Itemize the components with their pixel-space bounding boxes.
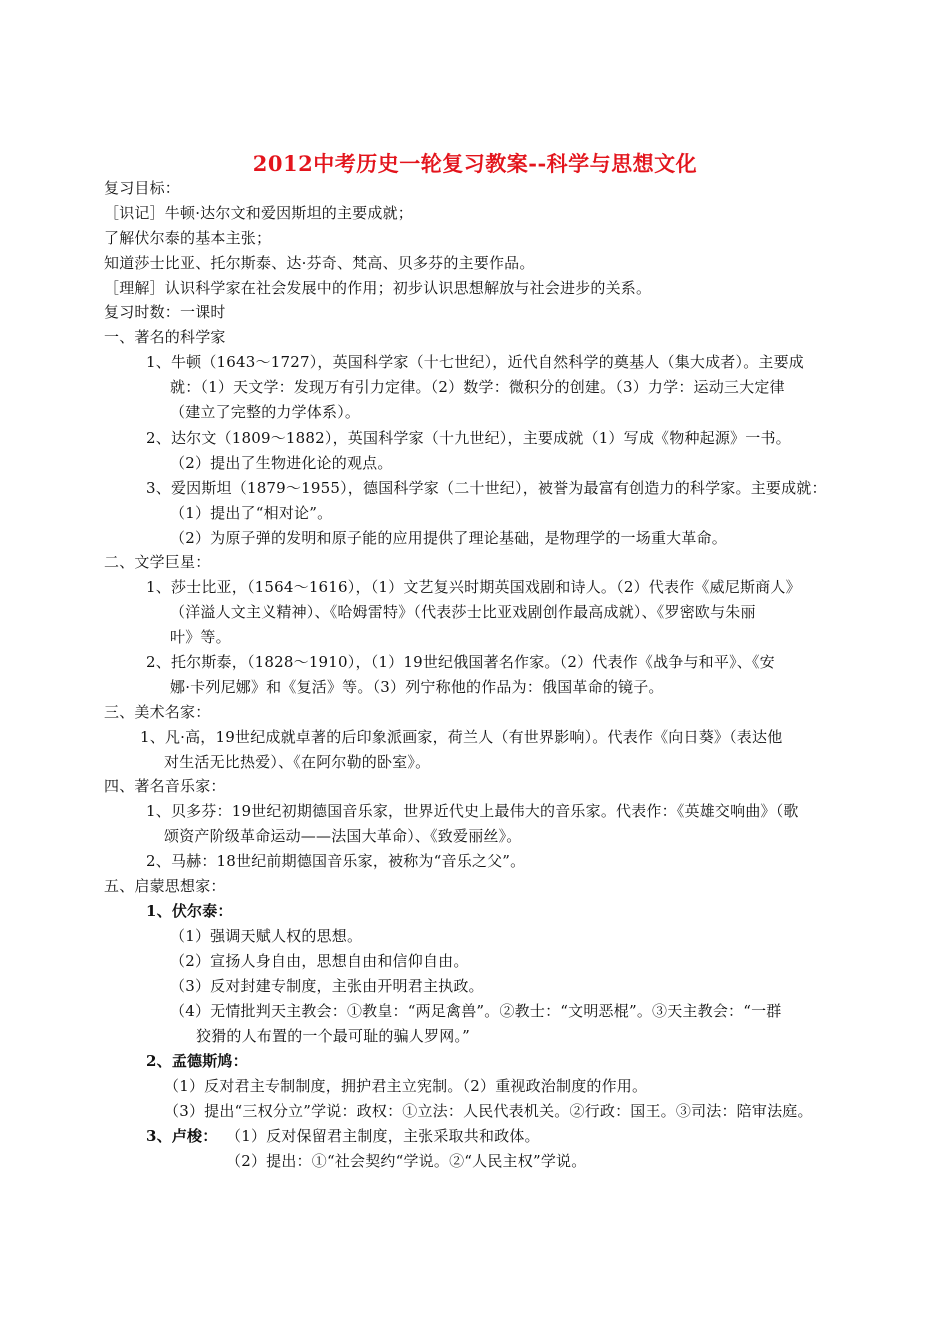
text-line: （建立了完整的力学体系）。 bbox=[170, 403, 361, 421]
subheading: 2、孟德斯鸠： bbox=[146, 1052, 248, 1070]
text-line: （1）提出了“相对论”。 bbox=[170, 504, 333, 522]
text-line: 1、凡·高，19世纪成就卓著的后印象派画家，荷兰人（有世界影响）。代表作《向日葵》（表达他 bbox=[140, 728, 783, 746]
text-line: （2）为原子弹的发明和原子能的应用提供了理论基础，是物理学的一场重大革命。 bbox=[170, 529, 727, 547]
text-line: 复习时数：一课时 bbox=[104, 303, 226, 321]
text-line: （2）宣扬人身自由，思想自由和信仰自由。 bbox=[170, 952, 469, 970]
section-heading: 一、著名的科学家 bbox=[104, 328, 226, 346]
text-line: 对生活无比热爱）、《在阿尔勒的卧室》。 bbox=[164, 753, 431, 771]
text-line: 颂资产阶级革命运动——法国大革命）、《致爱丽丝》。 bbox=[164, 827, 522, 845]
text-line: ［识记］牛顿·达尔文和爱因斯坦的主要成就； bbox=[104, 204, 413, 222]
text-line: 1、莎士比亚，（1564～1616），（1）文艺复兴时期英国戏剧和诗人。（2）代表作《威尼斯商人》 bbox=[146, 578, 801, 596]
text-line: （1）强调天赋人权的思想。 bbox=[170, 927, 363, 945]
text-line: 就：（1）天文学：发现万有引力定律。（2）数学：微积分的创建。（3）力学：运动三大定律 bbox=[170, 378, 785, 396]
text-line: 狡猾的人布置的一个最可耻的骗人罗网。” bbox=[196, 1027, 470, 1045]
text-line: 2、托尔斯泰，（1828～1910），（1）19世纪俄国著名作家。（2）代表作《战争与和平》、《安 bbox=[146, 653, 775, 671]
text-line: 1、牛顿（1643～1727），英国科学家（十七世纪），近代自然科学的奠基人（集大成者）。主要成 bbox=[146, 353, 804, 371]
section-heading: 五、启蒙思想家： bbox=[104, 877, 226, 895]
text-line: 2、马赫：18世纪前期德国音乐家，被称为“音乐之父”。 bbox=[146, 852, 526, 870]
text-line: 知道莎士比亚、托尔斯泰、达·芬奇、梵高、贝多芬的主要作品。 bbox=[104, 254, 535, 272]
text-line: 娜·卡列尼娜》和《复活》等。（3）列宁称他的作品为：俄国革命的镜子。 bbox=[170, 678, 664, 696]
text-line: 3、爱因斯坦（1879～1955），德国科学家（二十世纪），被誉为最富有创造力的科学家。主要成就： bbox=[146, 479, 827, 497]
text-line: （洋溢人文主义精神）、《哈姆雷特》（代表莎士比亚戏剧创作最高成就）、《罗密欧与朱丽 bbox=[170, 603, 756, 621]
text-line: 了解伏尔泰的基本主张； bbox=[104, 229, 272, 247]
subheading: 1、伏尔泰： bbox=[146, 902, 233, 920]
text-line: （2）提出：①“社会契约“学说。②“人民主权”学说。 bbox=[226, 1152, 587, 1170]
text-line: ［理解］认识科学家在社会发展中的作用；初步认识思想解放与社会进步的关系。 bbox=[104, 279, 652, 297]
text-line: （4）无情批判天主教会：①教皇：“两足禽兽”。②教士：“文明恶棍”。③天主教会：“一群 bbox=[170, 1002, 782, 1020]
subheading: 3、卢梭： bbox=[146, 1127, 218, 1145]
section-heading: 二、文学巨星： bbox=[104, 553, 211, 571]
text-line: 2、达尔文（1809～1882），英国科学家（十九世纪），主要成就（1）写成《物种起源》一书。 bbox=[146, 429, 791, 447]
text-line: （1）反对保留君主制度，主张采取共和政体。 bbox=[226, 1127, 540, 1145]
text-line: （1）反对君主专制制度，拥护君主立宪制。（2）重视政治制度的作用。 bbox=[164, 1077, 648, 1095]
section-heading: 四、著名音乐家： bbox=[104, 777, 226, 795]
text-line: 复习目标： bbox=[104, 179, 181, 197]
text-line: 1、贝多芬：19世纪初期德国音乐家，世界近代史上最伟大的音乐家。代表作：《英雄交响曲》（歌 bbox=[146, 802, 799, 820]
document-title: 2012中考历史一轮复习教案--科学与思想文化 bbox=[252, 151, 698, 176]
text-line: 叶》等。 bbox=[170, 628, 231, 646]
text-line: （2）提出了生物进化论的观点。 bbox=[170, 454, 393, 472]
section-heading: 三、美术名家： bbox=[104, 703, 211, 721]
text-line: （3）提出“三权分立”学说：政权：①立法：人民代表机关。②行政：国王。③司法：陪审法庭。 bbox=[164, 1102, 813, 1120]
text-line: （3）反对封建专制度，主张由开明君主执政。 bbox=[170, 977, 484, 995]
